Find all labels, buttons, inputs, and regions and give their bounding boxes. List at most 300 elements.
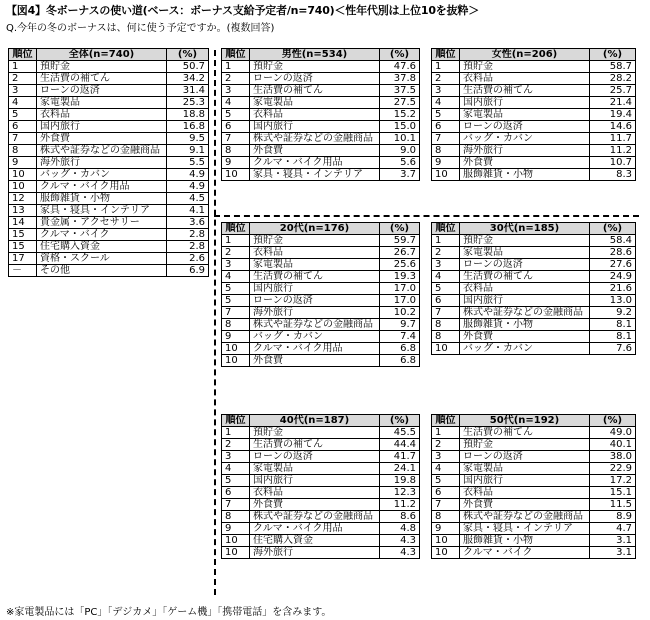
percent-cell: 50.7 (167, 61, 209, 73)
rank-cell: 3 (222, 259, 250, 271)
rank-cell: 10 (222, 547, 250, 559)
table-row (432, 523, 636, 535)
rank-cell: 3 (9, 85, 37, 97)
table-row (222, 475, 420, 487)
percent-cell: 7.4 (380, 331, 420, 343)
rank-cell: 8 (432, 331, 460, 343)
item-cell: 家具・寝具・インテリア (37, 205, 167, 217)
rank-cell: 3 (432, 85, 460, 97)
table-row (222, 121, 420, 133)
percent-cell: 6.8 (380, 355, 420, 367)
table-row (9, 181, 209, 193)
rank-cell: 9 (222, 523, 250, 535)
table-row (9, 217, 209, 229)
rank-cell: 8 (432, 511, 460, 523)
table-row (432, 169, 636, 181)
item-cell: 衣料品 (250, 109, 380, 121)
percent-cell: 2.6 (167, 253, 209, 265)
percent-cell: 9.2 (590, 307, 636, 319)
rank-cell: 5 (222, 109, 250, 121)
percent-cell: 13.0 (590, 295, 636, 307)
rank-cell: 12 (9, 193, 37, 205)
rank-cell: 6 (432, 121, 460, 133)
item-cell: 生活費の補てん (37, 73, 167, 85)
item-cell: 生活費の補てん (250, 271, 380, 283)
table-row (222, 133, 420, 145)
percent-cell: 17.0 (380, 295, 420, 307)
item-cell: ローンの返済 (460, 121, 590, 133)
percent-cell: 25.3 (167, 97, 209, 109)
rank-cell: 2 (9, 73, 37, 85)
rank-cell: 3 (222, 451, 250, 463)
rank-cell: 8 (432, 319, 460, 331)
rank-cell: 10 (432, 547, 460, 559)
table-row (432, 271, 636, 283)
percent-cell: 5.5 (167, 157, 209, 169)
table-header-row (222, 415, 420, 427)
rank-cell: 7 (432, 307, 460, 319)
item-cell: 服飾雑貨・小物 (460, 319, 590, 331)
table-row (222, 97, 420, 109)
rank-cell: 8 (222, 319, 250, 331)
rank-cell: － (9, 265, 37, 277)
item-cell: ローンの返済 (250, 73, 380, 85)
rank-cell: 9 (432, 157, 460, 169)
percent-cell: 19.8 (380, 475, 420, 487)
item-cell: 服飾雑貨・小物 (460, 169, 590, 181)
percent-cell: 24.1 (380, 463, 420, 475)
group-header: 全体(n=740) (37, 49, 167, 61)
rank-cell: 8 (9, 145, 37, 157)
percent-cell: 10.1 (380, 133, 420, 145)
table-row (432, 439, 636, 451)
table-row (222, 157, 420, 169)
table-row (432, 247, 636, 259)
table-row (432, 145, 636, 157)
table-row (222, 145, 420, 157)
percent-cell: 19.3 (380, 271, 420, 283)
table-row (222, 307, 420, 319)
percent-cell: 28.2 (590, 73, 636, 85)
table-row (432, 157, 636, 169)
item-cell: 預貯金 (250, 61, 380, 73)
item-cell: 株式や証券などの金融商品 (460, 307, 590, 319)
table-row (432, 319, 636, 331)
table-row (432, 97, 636, 109)
percent-cell: 8.9 (590, 511, 636, 523)
table-row (432, 121, 636, 133)
table-row (222, 283, 420, 295)
rank-cell: 1 (432, 427, 460, 439)
item-cell: 外食費 (460, 331, 590, 343)
item-cell: 住宅購入資金 (37, 241, 167, 253)
percent-cell: 21.6 (590, 283, 636, 295)
item-cell: 外食費 (250, 355, 380, 367)
percent-cell: 47.6 (380, 61, 420, 73)
rank-cell: 6 (222, 487, 250, 499)
rank-cell: 2 (222, 439, 250, 451)
percent-cell: 6.9 (167, 265, 209, 277)
table-row (222, 511, 420, 523)
percent-cell: 16.8 (167, 121, 209, 133)
percent-cell: 11.5 (590, 499, 636, 511)
rank-cell: 4 (222, 463, 250, 475)
table-row (222, 331, 420, 343)
percent-cell: 17.2 (590, 475, 636, 487)
item-cell: 国内旅行 (37, 121, 167, 133)
rank-cell: 7 (222, 499, 250, 511)
percent-cell: 18.8 (167, 109, 209, 121)
item-cell: ローンの返済 (460, 451, 590, 463)
rank-cell: 10 (222, 343, 250, 355)
percent-cell: 41.7 (380, 451, 420, 463)
rank-cell: 6 (432, 295, 460, 307)
rank-cell: 7 (222, 133, 250, 145)
item-cell: 国内旅行 (250, 283, 380, 295)
rank-cell: 9 (222, 331, 250, 343)
table-header-row (432, 415, 636, 427)
percent-header: (%) (380, 415, 420, 427)
rank-header: 順位 (222, 415, 250, 427)
table-row (9, 229, 209, 241)
table-row (432, 487, 636, 499)
percent-cell: 9.5 (167, 133, 209, 145)
rank-cell: 10 (432, 535, 460, 547)
percent-cell: 26.7 (380, 247, 420, 259)
table-row (222, 73, 420, 85)
item-cell: 海外旅行 (460, 145, 590, 157)
item-cell: 衣料品 (460, 283, 590, 295)
table-row (222, 487, 420, 499)
item-cell: ローンの返済 (250, 295, 380, 307)
table-row (9, 97, 209, 109)
item-cell: バッグ・カバン (250, 331, 380, 343)
item-cell: 家電製品 (250, 97, 380, 109)
rank-cell: 8 (432, 145, 460, 157)
rank-cell: 8 (222, 511, 250, 523)
percent-cell: 25.7 (590, 85, 636, 97)
item-cell: クルマ・バイク用品 (250, 523, 380, 535)
table-row (222, 499, 420, 511)
group-header: 女性(n=206) (460, 49, 590, 61)
percent-cell: 38.0 (590, 451, 636, 463)
rank-cell: 10 (222, 355, 250, 367)
item-cell: 預貯金 (250, 427, 380, 439)
percent-header: (%) (380, 49, 420, 61)
item-cell: 国内旅行 (460, 475, 590, 487)
table-row (222, 463, 420, 475)
table-row (432, 295, 636, 307)
item-cell: 住宅購入資金 (250, 535, 380, 547)
table-row (432, 475, 636, 487)
item-cell: 資格・スクール (37, 253, 167, 265)
item-cell: 家電製品 (460, 463, 590, 475)
item-cell: 株式や証券などの金融商品 (460, 511, 590, 523)
item-cell: 海外旅行 (250, 547, 380, 559)
percent-header: (%) (167, 49, 209, 61)
percent-cell: 15.0 (380, 121, 420, 133)
item-cell: バッグ・カバン (460, 343, 590, 355)
table-30s (431, 222, 636, 355)
group-header: 50代(n=192) (460, 415, 590, 427)
percent-cell: 59.7 (380, 235, 420, 247)
percent-cell: 58.4 (590, 235, 636, 247)
table-row (9, 193, 209, 205)
dashed-divider-horizontal (214, 215, 639, 217)
rank-cell: 10 (9, 181, 37, 193)
item-cell: 家電製品 (37, 97, 167, 109)
rank-header: 順位 (432, 49, 460, 61)
table-50s (431, 414, 636, 559)
table-40s (221, 414, 420, 559)
table-20s (221, 222, 420, 367)
item-cell: 預貯金 (460, 61, 590, 73)
percent-cell: 4.5 (167, 193, 209, 205)
table-row (222, 355, 420, 367)
rank-cell: 17 (9, 253, 37, 265)
rank-cell: 9 (9, 157, 37, 169)
table-row (222, 535, 420, 547)
percent-cell: 3.1 (590, 535, 636, 547)
item-cell: 服飾雑貨・小物 (37, 193, 167, 205)
rank-cell: 5 (9, 109, 37, 121)
table-row (222, 271, 420, 283)
rank-cell: 7 (432, 499, 460, 511)
rank-cell: 4 (432, 463, 460, 475)
percent-cell: 17.0 (380, 283, 420, 295)
rank-cell: 9 (222, 157, 250, 169)
table-male (221, 48, 420, 181)
percent-cell: 8.3 (590, 169, 636, 181)
percent-cell: 27.6 (590, 259, 636, 271)
rank-cell: 2 (432, 439, 460, 451)
table-row (432, 451, 636, 463)
percent-cell: 15.1 (590, 487, 636, 499)
table-row (9, 157, 209, 169)
percent-cell: 21.4 (590, 97, 636, 109)
percent-cell: 40.1 (590, 439, 636, 451)
rank-cell: 13 (9, 205, 37, 217)
table-row (9, 265, 209, 277)
table-header-row (222, 49, 420, 61)
item-cell: 家電製品 (250, 463, 380, 475)
item-cell: 外食費 (250, 145, 380, 157)
percent-cell: 4.8 (380, 523, 420, 535)
item-cell: 生活費の補てん (250, 85, 380, 97)
percent-header: (%) (380, 223, 420, 235)
table-header-row (432, 49, 636, 61)
item-cell: クルマ・バイク (460, 547, 590, 559)
percent-cell: 45.5 (380, 427, 420, 439)
rank-header: 順位 (432, 223, 460, 235)
percent-cell: 11.7 (590, 133, 636, 145)
item-cell: クルマ・バイク用品 (250, 157, 380, 169)
item-cell: 外食費 (250, 499, 380, 511)
item-cell: 衣料品 (460, 487, 590, 499)
item-cell: 生活費の補てん (250, 439, 380, 451)
percent-cell: 14.6 (590, 121, 636, 133)
rank-cell: 9 (432, 523, 460, 535)
rank-cell: 4 (9, 97, 37, 109)
item-cell: ローンの返済 (460, 259, 590, 271)
percent-cell: 2.8 (167, 229, 209, 241)
table-row (222, 235, 420, 247)
table-row (9, 205, 209, 217)
table-row (432, 61, 636, 73)
percent-cell: 3.6 (167, 217, 209, 229)
table-row (432, 235, 636, 247)
percent-cell: 37.5 (380, 85, 420, 97)
item-cell: バッグ・カバン (460, 133, 590, 145)
item-cell: 家電製品 (250, 259, 380, 271)
rank-cell: 6 (432, 487, 460, 499)
item-cell: 家電製品 (460, 109, 590, 121)
percent-cell: 37.8 (380, 73, 420, 85)
table-row (432, 547, 636, 559)
rank-cell: 5 (222, 295, 250, 307)
table-row (9, 145, 209, 157)
table-row (9, 109, 209, 121)
group-header: 30代(n=185) (460, 223, 590, 235)
item-cell: 預貯金 (460, 235, 590, 247)
table-row (222, 427, 420, 439)
percent-cell: 34.2 (167, 73, 209, 85)
percent-cell: 8.6 (380, 511, 420, 523)
table-row (432, 511, 636, 523)
percent-cell: 4.3 (380, 535, 420, 547)
table-row (222, 319, 420, 331)
item-cell: その他 (37, 265, 167, 277)
item-cell: 株式や証券などの金融商品 (250, 319, 380, 331)
table-row (432, 133, 636, 145)
table-row (222, 109, 420, 121)
percent-cell: 10.2 (380, 307, 420, 319)
percent-cell: 10.7 (590, 157, 636, 169)
table-row (432, 463, 636, 475)
rank-cell: 7 (432, 133, 460, 145)
rank-cell: 1 (222, 427, 250, 439)
table-row (222, 439, 420, 451)
item-cell: 預貯金 (460, 439, 590, 451)
item-cell: 衣料品 (250, 247, 380, 259)
rank-cell: 10 (222, 169, 250, 181)
rank-cell: 2 (432, 247, 460, 259)
table-header-row (432, 223, 636, 235)
item-cell: 生活費の補てん (460, 271, 590, 283)
percent-cell: 8.1 (590, 331, 636, 343)
percent-cell: 11.2 (590, 145, 636, 157)
table-row (432, 343, 636, 355)
table-row (222, 295, 420, 307)
footnote: ※家電製品には「PC」「デジカメ」「ゲーム機」「携帯電話」を含みます。 (6, 607, 332, 618)
table-row (9, 169, 209, 181)
rank-cell: 14 (9, 217, 37, 229)
rank-cell: 1 (432, 61, 460, 73)
item-cell: 服飾雑貨・小物 (460, 535, 590, 547)
item-cell: 外食費 (37, 133, 167, 145)
rank-cell: 7 (9, 133, 37, 145)
rank-cell: 5 (432, 475, 460, 487)
group-header: 男性(n=534) (250, 49, 380, 61)
percent-cell: 3.1 (590, 547, 636, 559)
rank-cell: 5 (222, 475, 250, 487)
table-row (432, 283, 636, 295)
rank-cell: 7 (222, 307, 250, 319)
item-cell: 株式や証券などの金融商品 (37, 145, 167, 157)
item-cell: ローンの返済 (37, 85, 167, 97)
rank-cell: 15 (9, 229, 37, 241)
percent-cell: 4.9 (167, 181, 209, 193)
percent-cell: 15.2 (380, 109, 420, 121)
percent-header: (%) (590, 223, 636, 235)
item-cell: 国内旅行 (460, 97, 590, 109)
percent-cell: 4.1 (167, 205, 209, 217)
percent-cell: 6.8 (380, 343, 420, 355)
table-row (432, 535, 636, 547)
rank-cell: 5 (432, 283, 460, 295)
rank-cell: 5 (432, 109, 460, 121)
table-row (222, 61, 420, 73)
rank-cell: 10 (432, 169, 460, 181)
rank-cell: 10 (432, 343, 460, 355)
percent-cell: 5.6 (380, 157, 420, 169)
rank-cell: 1 (222, 61, 250, 73)
table-row (9, 61, 209, 73)
table-row (222, 169, 420, 181)
percent-cell: 49.0 (590, 427, 636, 439)
item-cell: 国内旅行 (460, 295, 590, 307)
percent-cell: 3.7 (380, 169, 420, 181)
table-row (9, 133, 209, 145)
rank-cell: 2 (222, 73, 250, 85)
percent-cell: 2.8 (167, 241, 209, 253)
table-row (222, 343, 420, 355)
group-header: 20代(n=176) (250, 223, 380, 235)
percent-cell: 58.7 (590, 61, 636, 73)
item-cell: 株式や証券などの金融商品 (250, 511, 380, 523)
item-cell: バッグ・カバン (37, 169, 167, 181)
item-cell: 外食費 (460, 157, 590, 169)
rank-header: 順位 (9, 49, 37, 61)
table-row (9, 253, 209, 265)
table-row (222, 85, 420, 97)
rank-cell: 8 (222, 145, 250, 157)
item-cell: 海外旅行 (37, 157, 167, 169)
table-row (222, 259, 420, 271)
table-row (432, 259, 636, 271)
item-cell: クルマ・バイク (37, 229, 167, 241)
percent-cell: 4.7 (590, 523, 636, 535)
item-cell: 国内旅行 (250, 121, 380, 133)
item-cell: 生活費の補てん (460, 85, 590, 97)
table-row (432, 427, 636, 439)
item-cell: ローンの返済 (250, 451, 380, 463)
table-row (222, 247, 420, 259)
item-cell: 衣料品 (250, 487, 380, 499)
rank-cell: 1 (432, 235, 460, 247)
item-cell: 国内旅行 (250, 475, 380, 487)
rank-cell: 1 (222, 235, 250, 247)
rank-cell: 6 (222, 121, 250, 133)
table-row (432, 499, 636, 511)
percent-cell: 28.6 (590, 247, 636, 259)
rank-cell: 4 (222, 271, 250, 283)
percent-cell: 9.1 (167, 145, 209, 157)
table-row (432, 307, 636, 319)
item-cell: 外食費 (460, 499, 590, 511)
table-header-row (9, 49, 209, 61)
percent-cell: 9.7 (380, 319, 420, 331)
